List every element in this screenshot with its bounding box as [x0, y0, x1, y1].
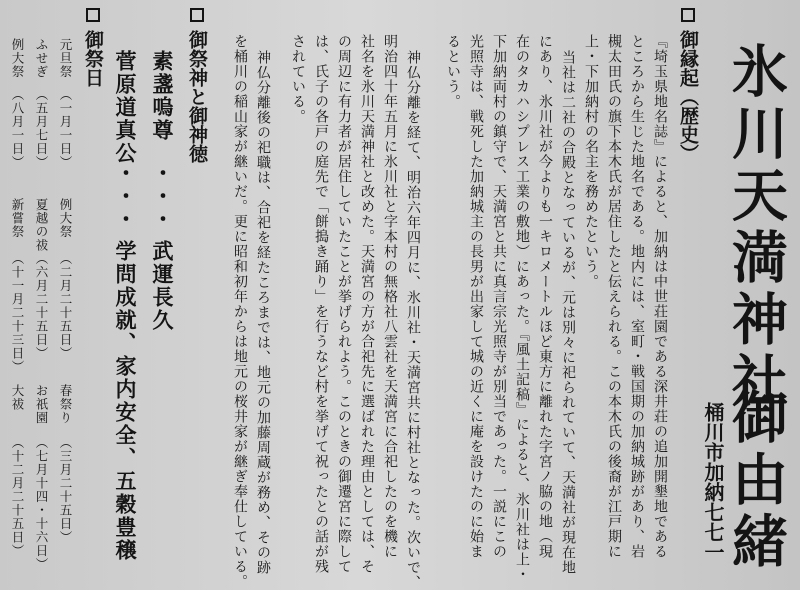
- festival-8-name: お祇園: [34, 384, 49, 425]
- signboard-title-goyuisho: 御由緒: [723, 388, 789, 574]
- deity-1-name: 素盞嗚尊: [150, 50, 175, 142]
- engi-line-12: 明治四十年五月に氷川社と字本村の無格社八雲社を天満宮に合祀したのを機に: [382, 34, 398, 559]
- festival-6-name: 夏越の祓: [34, 198, 49, 252]
- section-marker-engi: [681, 8, 695, 22]
- section-marker-saijin: [190, 8, 204, 22]
- engi-line-8: 下加納両村の鎮守で、天満宮と共に真言宗光照寺が別当であった。一説にこの: [491, 34, 507, 559]
- festival-2-name: ふせぎ: [34, 38, 49, 79]
- festival-9-name: 大祓: [10, 384, 25, 411]
- festival-7-date: （三月二十五日）: [58, 436, 73, 544]
- engi-line-16: されている。: [290, 34, 306, 124]
- shrine-address: 桶川市加納七七一: [701, 402, 725, 562]
- engi-line-10: るという。: [445, 34, 461, 109]
- festival-3-name: 例大祭: [10, 38, 25, 79]
- deity-2-dots: ・・・: [113, 162, 138, 231]
- section-marker-saiten: [86, 8, 100, 22]
- festival-5-date: （二月二十五日）: [58, 252, 73, 360]
- festival-1-date: （一月一日）: [58, 88, 73, 169]
- festival-8-date: （七月十四・十六日）: [34, 436, 49, 571]
- section-heading-saijin: 御祭神と御神徳: [186, 30, 208, 163]
- festival-4-name: 新嘗祭: [10, 198, 25, 239]
- festival-1-name: 元旦祭: [58, 38, 73, 79]
- festival-9-date: （十二月二十五日）: [10, 436, 25, 558]
- engi-line-7: 在のタカハシプレス工業の敷地）にあった。『風土記稿』によると、氷川社は上・: [514, 34, 530, 582]
- engi-line-9: 光照寺は、戦死した加納城主の長男が出家して城の近くに庵を設けたのに始ま: [468, 34, 484, 559]
- engi-line-5: 当社は二社の合殿となっているが、元は別々に祀られていて、天満社が現在地: [560, 50, 576, 575]
- festival-5-name: 例大祭: [58, 198, 73, 239]
- engi-line-1: 『埼玉県地名誌』によると、加納は中世荘園である深井荘の追加開墾地である: [652, 34, 668, 559]
- section-heading-saiten: 御祭日: [82, 30, 104, 87]
- engi-line-11: 神仏分離を経て、明治六年四月に、氷川社・天満宮共に村社となった。次いで、: [405, 50, 421, 590]
- shrine-name-title: 氷川天満神社: [723, 42, 789, 414]
- festival-6-date: （六月二十五日）: [34, 252, 49, 360]
- engi-line-4: 上・下加納村の名主を務めたという。: [583, 34, 599, 289]
- deity-1-virtue: 武運長久: [150, 240, 175, 332]
- engi-line-18: を桶川の稲山家が継いだ。更に昭和初年からは地元の桜井家が継ぎ奉仕している。: [232, 34, 248, 589]
- engi-line-6: にあり、氷川社が今よりも一キロメートルほど東方に離れた字宮ノ脇の地（現: [537, 34, 553, 559]
- deity-2-name: 菅原道真公: [113, 50, 138, 165]
- festival-3-date: （八月一日）: [10, 88, 25, 169]
- section-heading-engi: 御縁起（歴史）: [677, 30, 699, 163]
- engi-line-17: 神仏分離後の祀職は、合祀を経たころまでは、地元の加藤周蔵が務め、その跡: [255, 50, 271, 575]
- deity-1-dots: ・・・: [150, 162, 175, 231]
- engi-line-13: 社名を氷川天満神社と改めた。天満宮の方が合祀先に選ばれた理由としては、そ: [359, 34, 375, 574]
- festival-7-name: 春祭り: [58, 384, 73, 425]
- deity-2-virtue: 学問成就、家内安全、五穀豊穣: [113, 240, 138, 562]
- festival-4-date: （十一月二十三日）: [10, 252, 25, 374]
- engi-line-14: の周辺に有力者が居住していたことが挙げられよう。このときの御遷宮に際して: [336, 34, 352, 574]
- engi-line-15: は、氏子の各戸の庭先で「餅搗き踊り」を行うなど村を挙げて祝ったとの話が残: [313, 34, 329, 574]
- engi-line-2: ところから生じた地名である。地内には、室町・戦国期の加納城跡があり、岩: [629, 34, 645, 559]
- engi-line-3: 槻太田氏の旗下本木氏が居住したと伝えられる。この本木氏の後裔が江戸期に: [606, 34, 622, 559]
- festival-2-date: （五月七日）: [34, 88, 49, 169]
